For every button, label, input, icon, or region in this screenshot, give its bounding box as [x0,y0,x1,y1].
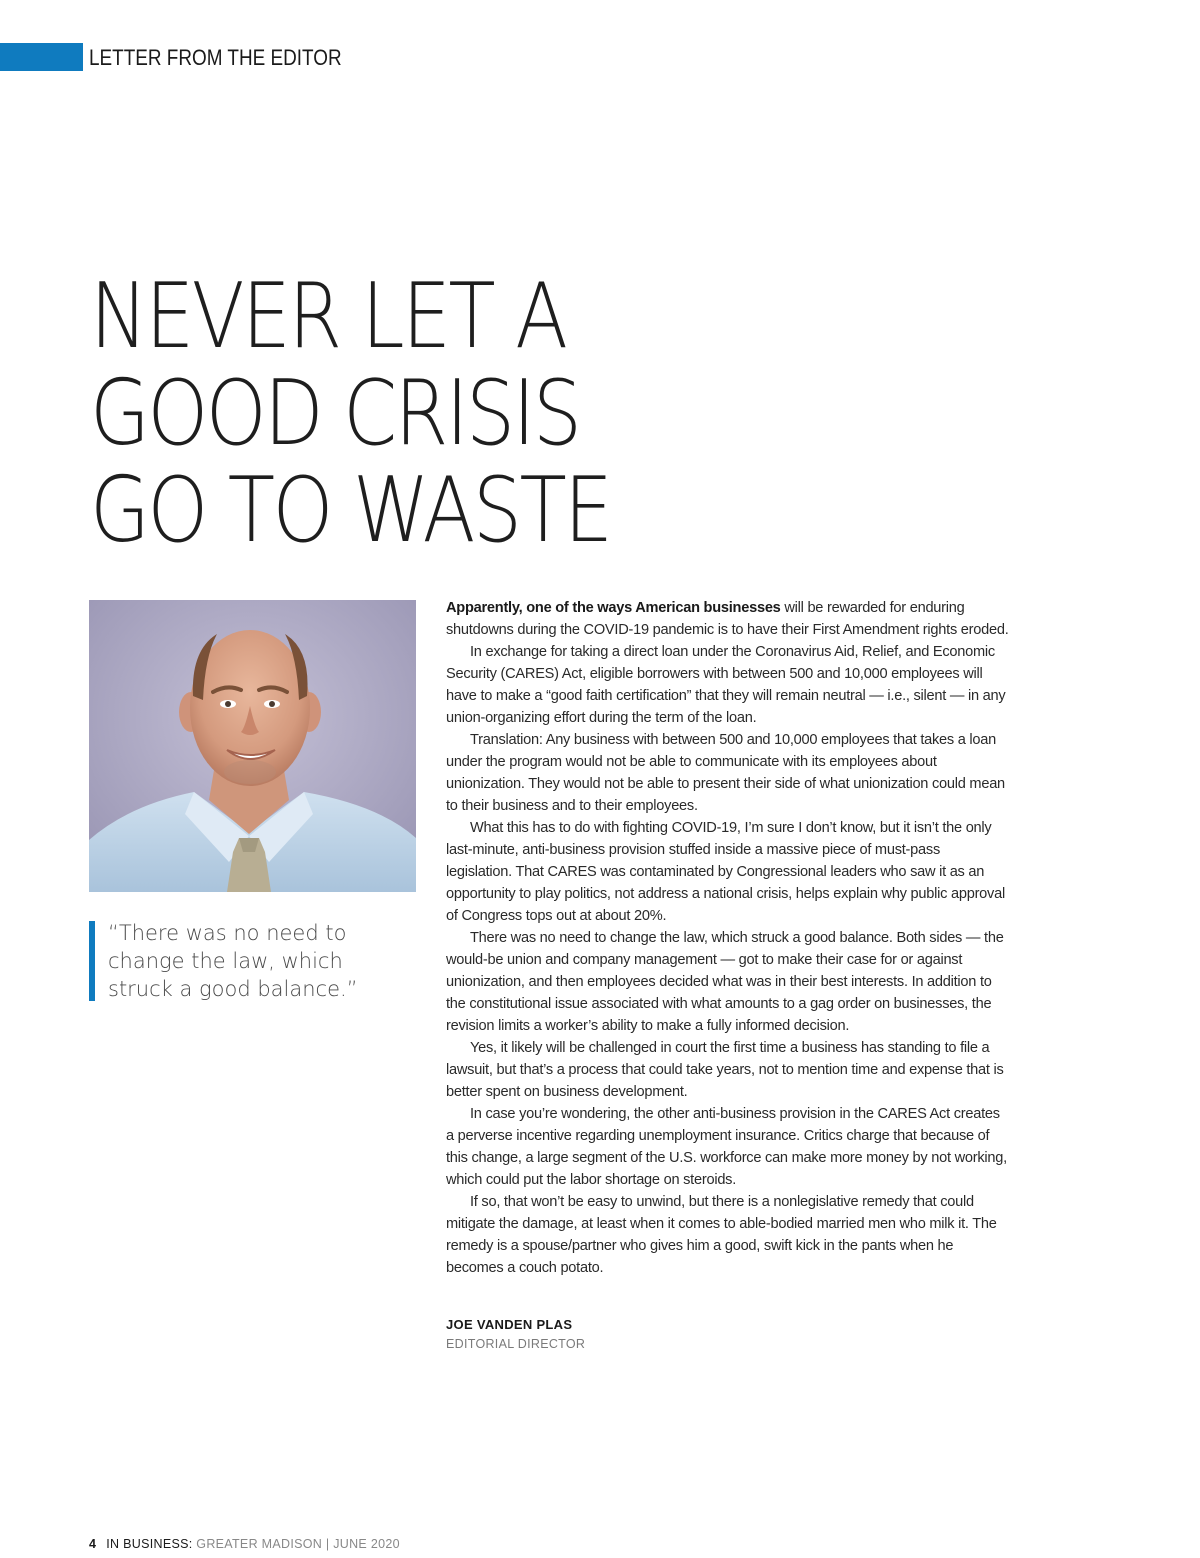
author-title: EDITORIAL DIRECTOR [446,1337,586,1351]
headline-line-1: NEVER LET A [90,264,566,369]
article-paragraph: What this has to do with fighting COVID-19, I’m sure I don’t know, but it isn’t the only last-minute, anti-business provision stuffed inside a massive piece of must-pass legislation. That CARES was contaminated by Congressional leaders who saw it as an opportunity to play politics, not address a national crisis, helps explain why public approval of Congress tops out at about 20%. [446,820,1005,924]
author-name: JOE VANDEN PLAS [446,1317,573,1332]
page-number: 4 [89,1537,97,1551]
article-paragraph: In case you’re wondering, the other anti-business provision in the CARES Act creates a perverse incentive regarding unemployment insurance. Critics charge that because of this change, a large segment of the U.S. workforce can make more money by not working, which could put the labor shortage on steroids. [446,1106,1007,1188]
article-lead-bold: Apparently, one of the ways American businesses [446,600,781,616]
headline [90,264,695,563]
article-lead-rest: will be rewarded for enduring shutdowns during the COVID-19 pandemic is to have their First Amendment rights eroded. [446,600,1009,638]
article-paragraph: Translation: Any business with between 500 and 10,000 employees that takes a loan under the program would not be able to communicate with its employees about unionization. They would not be able to present their side of what unionization could mean to their business and to their employees. [446,732,1005,814]
article-paragraph: In exchange for taking a direct loan under the Coronavirus Aid, Relief, and Economic Security (CARES) Act, eligible borrowers with between 500 and 10,000 employees will have to make a “good faith certification” that they will remain neutral — i.e., silent — in any union-organizing effort during the term of the loan. [446,644,1006,726]
headline-line-2: GOOD CRISIS [90,361,580,466]
article-paragraph: If so, that won’t be easy to unwind, but there is a nonlegislative remedy that could mitigate the damage, at least when it comes to able-bodied married men who milk it. The remedy is a spouse/partner who gives him a good, swift kick in the pants when he becomes a couch potato. [446,1194,997,1276]
article-paragraph: Yes, it likely will be challenged in court the first time a business has standing to file a lawsuit, but that’s a process that could take years, not to mention time and expense that is better spent on business development. [446,1040,1004,1100]
section-label: LETTER FROM THE EDITOR [89,45,342,70]
article-paragraph: There was no need to change the law, which struck a good balance. Both sides — the would-be union and company management — got to make their case for or against unionization, and then employees decided what was in their best interests. In addition to the constitutional issue associated with what amounts to a gag order on businesses, the revision limits a worker’s ability to make a fully informed decision. [446,930,1004,1034]
author-photo [89,600,416,892]
publication-issue: GREATER MADISON | JUNE 2020 [192,1537,400,1551]
pull-quote-accent-bar [89,921,95,1001]
section-accent-bar [0,43,83,71]
article-lead-paragraph [446,597,1009,641]
publication-name: IN BUSINESS: [106,1537,193,1551]
pull-quote-text: “There was no need to change the law, which struck a good balance.” [108,921,358,1001]
page-footer [89,1537,400,1551]
headline-line-3: GO TO WASTE [90,458,611,563]
article-body [446,597,1009,1279]
byline [446,1316,585,1354]
